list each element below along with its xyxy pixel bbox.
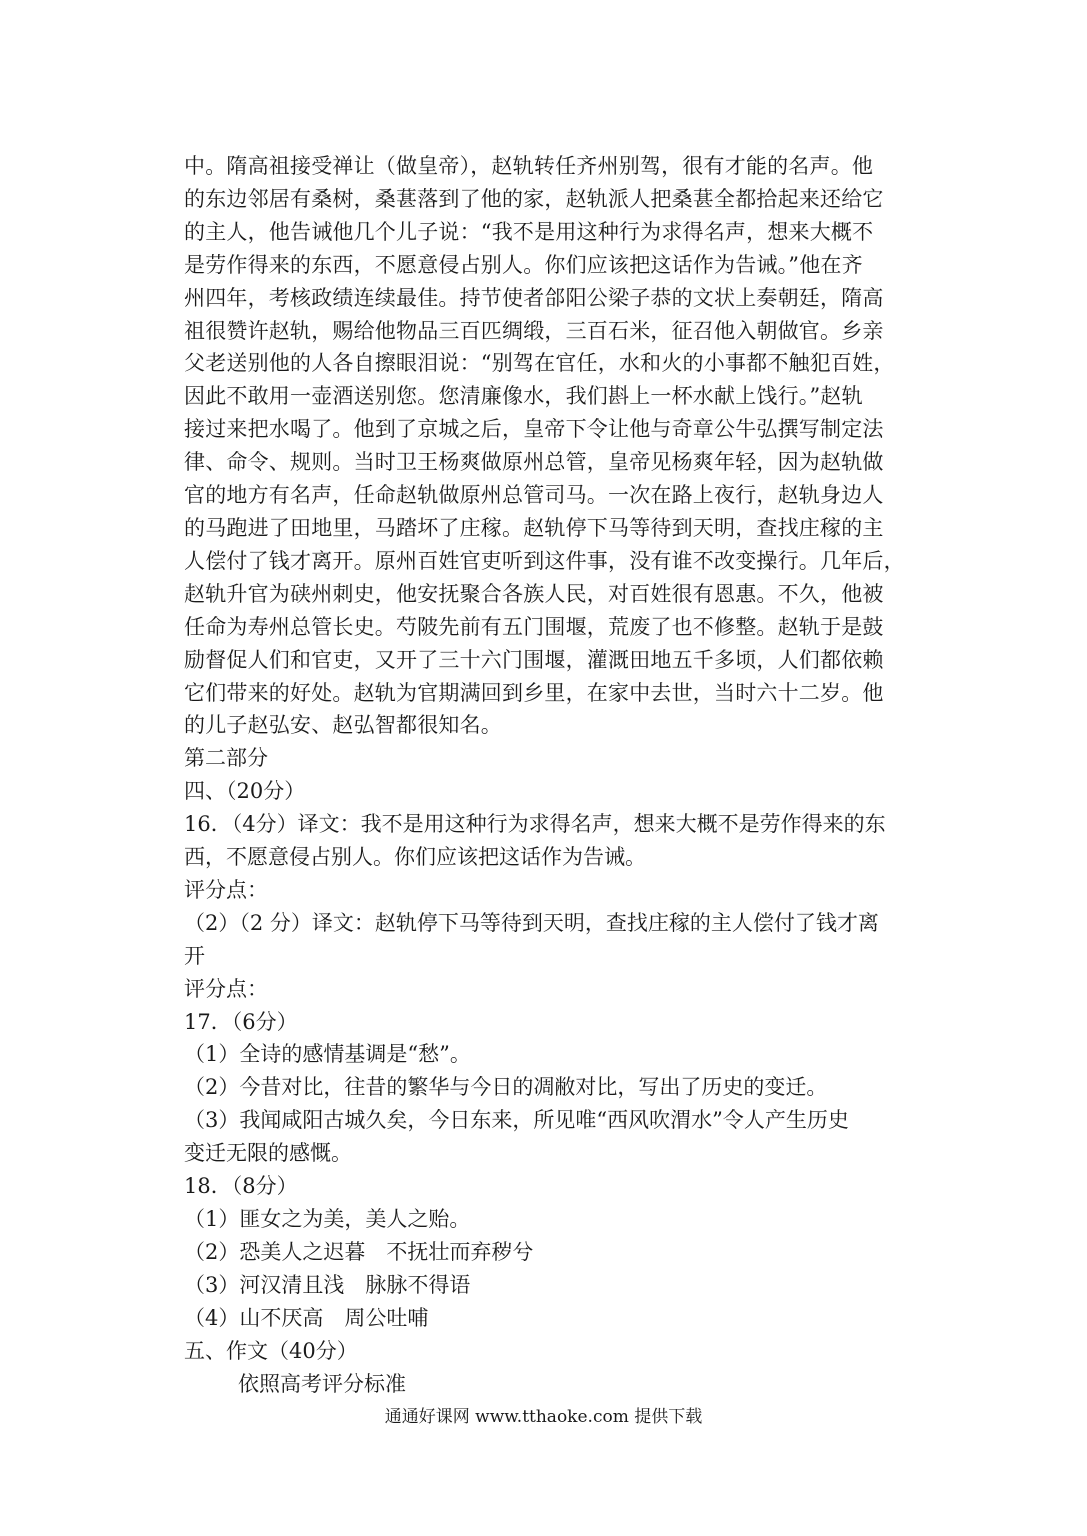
q17-item: （3）我闻咸阳古城久矣，今日东来，所见唯“西风吹渭水”令人产生历史 (184, 1108, 849, 1133)
paragraph-line: 官的地方有名声，任命赵轨做原州总管司马。一次在路上夜行，赵轨身边人 (184, 483, 884, 508)
q16-line: 西，不愿意侵占别人。你们应该把这话作为告诫。 (184, 845, 646, 870)
paragraph-line: 的马跑进了田地里，马踏坏了庄稼。赵轨停下马等待到天明，查找庄稼的主 (184, 515, 884, 540)
paragraph-line: 父老送别他的人各自擦眼泪说：“别驾在官任，水和火的小事都不触犯百姓， (184, 351, 895, 376)
paragraph-line: 祖很赞许赵轨，赐给他物品三百匹绸缎，三百石米，征召他入朝做官。乡亲 (184, 318, 884, 343)
paragraph-line: 接过来把水喝了。他到了京城之后，皇帝下令让他与奇章公牛弘撰写制定法 (184, 417, 884, 442)
essay-note: 依照高考评分标准 (238, 1371, 406, 1396)
q16b-line: 开 (184, 943, 205, 968)
translation-paragraph (184, 150, 906, 742)
answer-text-block (184, 150, 906, 1400)
q17-item: 变迁无限的感慨。 (184, 1141, 352, 1166)
section4-heading: 四、（20分） (184, 779, 306, 804)
q17-heading: 17．（6分） (184, 1009, 298, 1034)
paragraph-line: 的东边邻居有桑树，桑葚落到了他的家，赵轨派人把桑葚全都拾起来还给它 (184, 186, 884, 211)
paragraph-line: 励督促人们和官吏，又开了三十六门围堰，灌溉田地五千多顷，人们都依赖 (184, 647, 884, 672)
paragraph-line: 律、命令、规则。当时卫王杨爽做原州总管，皇帝见杨爽年轻，因为赵轨做 (184, 450, 884, 475)
q18-heading: 18．（8分） (184, 1174, 298, 1199)
q18-item: （1）匪女之为美，美人之贻。 (184, 1207, 471, 1231)
paragraph-line: 它们带来的好处。赵轨为官期满回到乡里，在家中去世，当时六十二岁。他 (184, 680, 884, 705)
q18-item: （4）山不厌高 周公吐哺 (184, 1305, 429, 1330)
paragraph-line: 赵轨升官为硖州刺史，他安抚聚合各族人民，对百姓很有恩惠。不久，他被 (184, 581, 884, 606)
paragraph-line: 任命为寿州总管长史。芍陂先前有五门围堰，荒废了也不修整。赵轨于是鼓 (184, 614, 884, 639)
q16b-line: （2）（2 分）译文：赵轨停下马等待到天明，查找庄稼的主人偿付了钱才离 (184, 910, 879, 935)
paragraph-line: 的主人，他告诫他几个儿子说：“我不是用这种行为求得名声，想来大概不 (184, 219, 874, 244)
q17-item: （1）全诗的感情基调是“愁”。 (184, 1042, 471, 1067)
q16-line: 16．（4分）译文：我不是用这种行为求得名声，想来大概不是劳作得来的东 (184, 812, 886, 837)
q18-item: （2）恐美人之迟暮 不抚壮而弃秽兮 (184, 1239, 534, 1264)
paragraph-line: 人偿付了钱才离开。原州百姓官吏听到这件事，没有谁不改变操行。几年后， (184, 548, 905, 573)
part-heading: 第二部分 (184, 746, 268, 771)
scoring-points-label: 评分点： (184, 877, 268, 902)
page-footer: 通通好课网 www.tthaoke.com 提供下载 (384, 1407, 703, 1427)
q17-item: （2）今昔对比，往昔的繁华与今日的凋敝对比，写出了历史的变迁。 (184, 1075, 828, 1100)
scoring-points-label: 评分点： (184, 976, 268, 1001)
paragraph-line: 是劳作得来的东西，不愿意侵占别人。你们应该把这话作为告诫。”他在齐 (184, 252, 863, 277)
q18-item: （3）河汉清且浅 脉脉不得语 (184, 1272, 471, 1297)
paragraph-line: 中。隋高祖接受禅让（做皇帝），赵轨转任齐州别驾，很有才能的名声。他 (184, 154, 874, 178)
paragraph-line: 因此不敢用一壶酒送别您。您清廉像水，我们斟上一杯水献上饯行。”赵轨 (184, 384, 863, 409)
section5-heading: 五、作文（40分） (184, 1338, 358, 1363)
paragraph-line: 的儿子赵弘安、赵弘智都很知名。 (184, 713, 502, 738)
paragraph-line: 州四年，考核政绩连续最佳。持节使者郃阳公梁子恭的文状上奏朝廷，隋高 (184, 285, 884, 310)
